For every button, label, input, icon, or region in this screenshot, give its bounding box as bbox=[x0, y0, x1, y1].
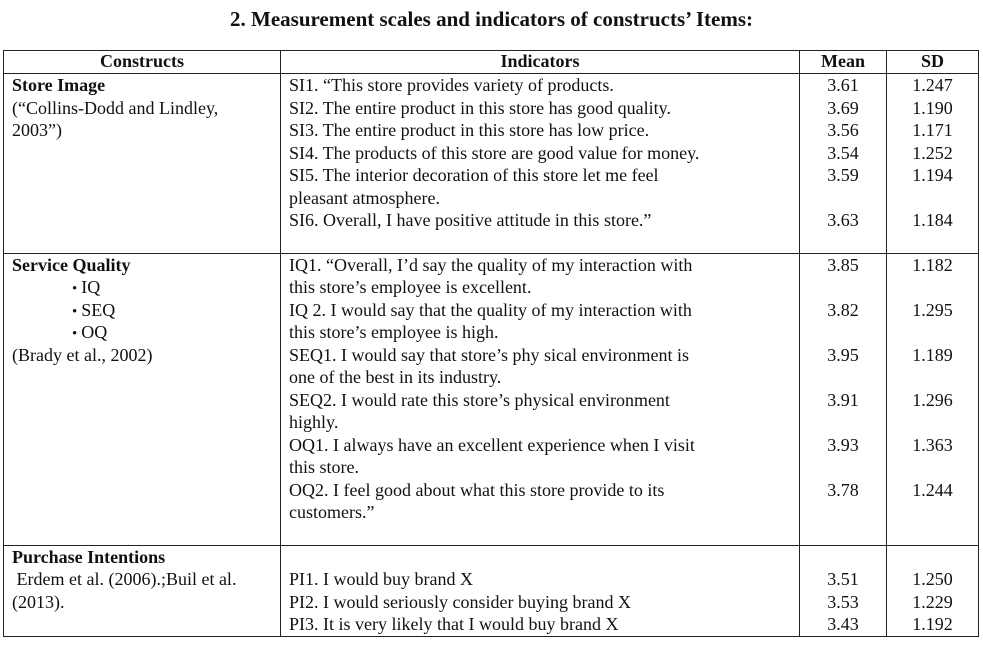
indicator-text: this store’s employee is excellent. bbox=[289, 277, 532, 297]
mean-cell bbox=[800, 253, 887, 545]
sd-value: 1.247 bbox=[912, 75, 953, 95]
mean-value: 3.82 bbox=[827, 299, 859, 320]
indicator-text: PI1. I would buy brand X bbox=[289, 569, 473, 589]
mean-value: 3.51 bbox=[827, 569, 859, 589]
construct-source: Erdem et al. (2006).;Buil et al. bbox=[12, 569, 237, 589]
indicator-text: OQ1. I always have an excellent experience when I visit bbox=[289, 434, 695, 455]
indicator-text: pleasant atmosphere. bbox=[289, 187, 440, 208]
indicator-text: SI1. “This store provides variety of products. bbox=[289, 75, 614, 95]
mean-value: 3.91 bbox=[827, 389, 859, 410]
indicator-text: this store’s employee is high. bbox=[289, 322, 499, 342]
sd-value: 1.184 bbox=[912, 210, 953, 230]
sd-value: 1.252 bbox=[912, 142, 953, 163]
construct-source: (“Collins-Dodd and Lindley, bbox=[12, 97, 219, 118]
group-purchase-intentions bbox=[4, 545, 979, 636]
indicator-text: SI4. The products of this store are good value for money. bbox=[289, 142, 700, 163]
sd-value: 1.182 bbox=[912, 254, 953, 275]
mean-value: 3.63 bbox=[827, 210, 859, 230]
indicator-text: IQ1. “Overall, I’d say the quality of my interaction with bbox=[289, 254, 693, 275]
construct-source: (2013). bbox=[12, 591, 65, 612]
header-row bbox=[4, 51, 979, 74]
sd-cell bbox=[887, 545, 979, 636]
mean-value: 3.78 bbox=[827, 479, 859, 500]
indicator-text: SEQ1. I would say that store’s phy sical environment is bbox=[289, 344, 689, 365]
mean-value: 3.85 bbox=[827, 254, 859, 275]
sd-value: 1.250 bbox=[912, 569, 953, 589]
header-mean: Mean bbox=[800, 51, 887, 74]
sd-value: 1.244 bbox=[912, 479, 953, 500]
indicators-cell bbox=[281, 545, 800, 636]
indicator-text: this store. bbox=[289, 457, 359, 477]
dimension-bullet: • OQ bbox=[12, 321, 280, 344]
indicator-text: SI5. The interior decoration of this store let me feel bbox=[289, 165, 659, 185]
sd-value: 1.295 bbox=[912, 299, 953, 320]
construct-source: (Brady et al., 2002) bbox=[12, 344, 153, 365]
indicators-cell bbox=[281, 74, 800, 254]
header-sd: SD bbox=[887, 51, 979, 74]
construct-name: Store Image bbox=[12, 75, 106, 95]
group-service-quality bbox=[4, 253, 979, 545]
sd-value: 1.189 bbox=[912, 344, 953, 365]
construct-cell bbox=[4, 74, 281, 254]
dimension-bullet: • IQ bbox=[12, 276, 280, 299]
indicator-text: IQ 2. I would say that the quality of my interaction with bbox=[289, 299, 692, 320]
mean-value: 3.53 bbox=[827, 591, 859, 612]
sd-value: 1.190 bbox=[912, 97, 953, 118]
indicator-text: SI2. The entire product in this store has good quality. bbox=[289, 97, 671, 118]
sd-value: 1.192 bbox=[912, 614, 953, 634]
mean-value: 3.95 bbox=[827, 344, 859, 365]
construct-cell bbox=[4, 545, 281, 636]
page-title: 2. Measurement scales and indicators of constructs’ Items: bbox=[230, 7, 753, 31]
indicator-text: SI3. The entire product in this store has low price. bbox=[289, 120, 650, 140]
indicators-cell bbox=[281, 253, 800, 545]
header-constructs: Constructs bbox=[4, 51, 281, 74]
indicator-text: one of the best in its industry. bbox=[289, 367, 502, 387]
mean-value: 3.54 bbox=[827, 142, 859, 163]
sd-value: 1.229 bbox=[912, 591, 953, 612]
mean-value: 3.59 bbox=[827, 165, 859, 185]
mean-value: 3.61 bbox=[827, 75, 859, 95]
sd-cell bbox=[887, 74, 979, 254]
indicator-text: SI6. Overall, I have positive attitude in this store.” bbox=[289, 210, 652, 230]
indicator-text: OQ2. I feel good about what this store provide to its bbox=[289, 479, 665, 500]
construct-source: 2003”) bbox=[12, 120, 62, 140]
indicator-text: SEQ2. I would rate this store’s physical environment bbox=[289, 389, 670, 410]
sd-value: 1.171 bbox=[912, 120, 953, 140]
mean-cell bbox=[800, 74, 887, 254]
mean-cell bbox=[800, 545, 887, 636]
mean-value: 3.93 bbox=[827, 434, 859, 455]
construct-cell bbox=[4, 253, 281, 545]
mean-value: 3.56 bbox=[827, 120, 859, 140]
group-store-image bbox=[4, 74, 979, 254]
sd-value: 1.363 bbox=[912, 434, 953, 455]
sd-value: 1.296 bbox=[912, 389, 953, 410]
dimension-bullet: • SEQ bbox=[12, 299, 280, 322]
sd-value: 1.194 bbox=[912, 165, 953, 185]
measurement-table bbox=[3, 50, 979, 637]
header-indicators: Indicators bbox=[281, 51, 800, 74]
sd-cell bbox=[887, 253, 979, 545]
mean-value: 3.43 bbox=[827, 614, 859, 634]
mean-value: 3.69 bbox=[827, 97, 859, 118]
indicator-text: highly. bbox=[289, 412, 339, 432]
indicator-text: PI3. It is very likely that I would buy brand X bbox=[289, 614, 619, 634]
indicator-text: PI2. I would seriously consider buying brand X bbox=[289, 591, 631, 612]
indicator-text: customers.” bbox=[289, 502, 375, 522]
construct-name: Purchase Intentions bbox=[12, 546, 166, 567]
construct-name: Service Quality bbox=[12, 254, 131, 275]
